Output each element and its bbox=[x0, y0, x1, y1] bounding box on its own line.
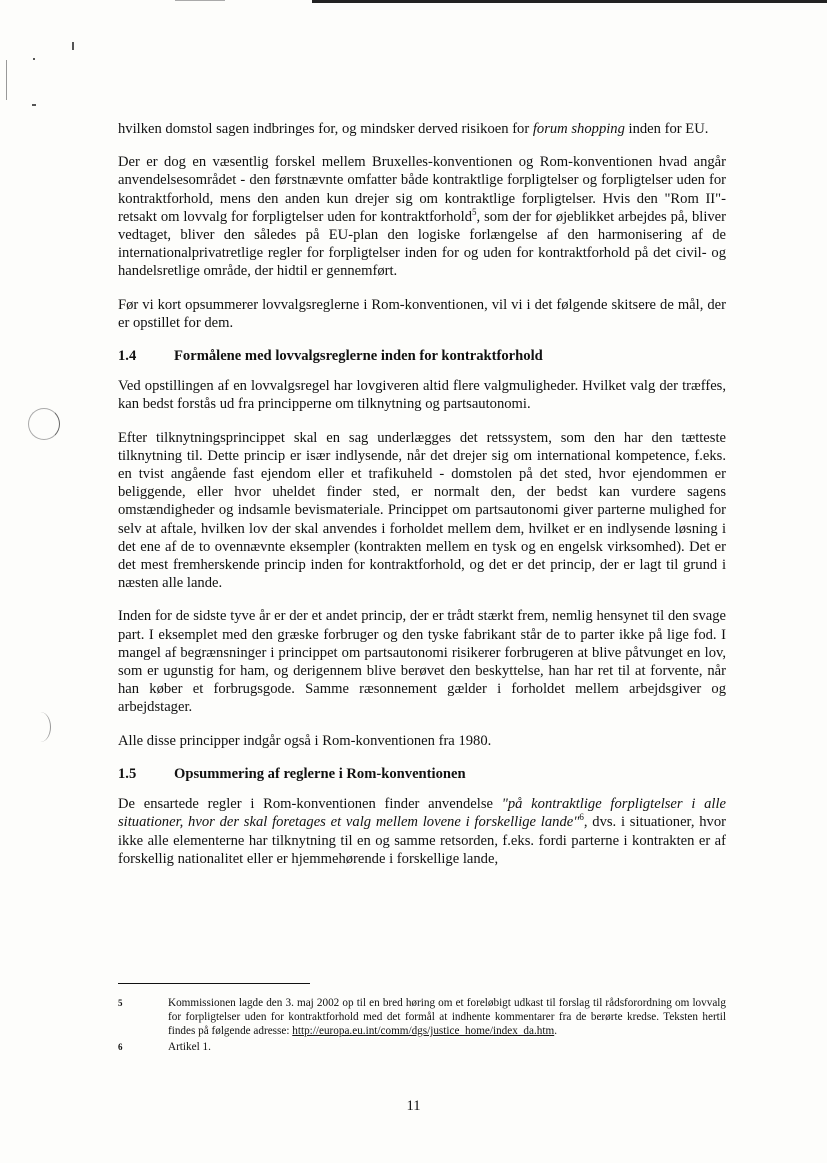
body-text bbox=[118, 120, 726, 883]
scan-top-edge bbox=[312, 0, 827, 3]
footnotes bbox=[118, 996, 726, 1056]
footnote-ref-5[interactable]: 5 bbox=[472, 206, 477, 217]
paragraph-5: Inden for de sidste tyve år er der et andet princip, der er trådt stærkt frem, nemlig hensynet til den svage part. I eksemplet med den græske forbruger og den tyske fabrikant står de to parter ikke på lige fod. I mangel af begrænsninger i princippet om partsautonomi risikerer forbrugeren at blive påtvunget en lov, som er ugunstig for ham, og derigennem blive berøvet den beskyttelse, han har ret til at forvente, når han køber et forbrugsgode. Samme ræsonnement gælder i forholdet mellem arbejdsgiver og arbejdstager. bbox=[118, 608, 726, 716]
footnote-link[interactable]: http://europa.eu.int/comm/dgs/justice_home/index_da.htm bbox=[292, 1025, 555, 1037]
section-title: Opsummering af reglerne i Rom-konventionen bbox=[174, 765, 466, 782]
paragraph-intro bbox=[118, 120, 726, 138]
text-span: inden for EU. bbox=[624, 121, 709, 137]
scan-speck bbox=[72, 42, 74, 50]
page-number: 11 bbox=[406, 1098, 421, 1114]
scan-arc-mark bbox=[30, 712, 51, 742]
footnote-mark: 6 bbox=[118, 1042, 123, 1052]
text-span: . bbox=[554, 1025, 557, 1037]
footnote-mark: 5 bbox=[118, 998, 123, 1008]
paragraph-4: Efter tilknytningsprincippet skal en sag underlægges det retssystem, som den har den tætteste tilknytning til. Dette princip er især indlysende, når det drejer sig om international kompetence, f.eks. en tvist angående fast ejendom eller et trafikuheld - domstolen på det sted, hvor ejendommen er beliggende, eller hvor uheldet finder sted, er normalt den, der bedst kan vurdere sagens omstændigheder og indsamle bevismateriale. Princippet om partsautonomi giver parterne mulighed for selv at aftale, hvilken lov der skal anvendes i forholdet mellem dem, hvilket er en indlysende løsning i det ene af de to ovennævnte eksempler (kontrakten mellem en tysk og en engelsk virksomhed). Det er det mest fremherskende princip inden for kontraktforhold, og det er det princip, der er lagt til grund i næsten alle lande. bbox=[118, 429, 726, 592]
footnote-ref-6[interactable]: 6 bbox=[579, 812, 584, 823]
section-number: 1.4 bbox=[118, 348, 137, 365]
section-heading-1-5 bbox=[118, 765, 726, 783]
paragraph-6: Alle disse principper indgår også i Rom-konventionen fra 1980. bbox=[118, 732, 492, 749]
footnote-5 bbox=[118, 996, 726, 1038]
scan-margin-mark bbox=[6, 60, 7, 100]
text-span: , dvs. i situationer, hvor ikke alle elementerne har tilknytning til en og samme retsorden, f.eks. fordi parterne i kontrakten er af forskellig nationalitet eller er hjemmehørende i forskellige lande, bbox=[118, 814, 726, 867]
scan-speck bbox=[33, 58, 35, 60]
footnote-separator bbox=[118, 983, 310, 984]
footnote-text bbox=[168, 996, 726, 1038]
italic-quote: "på kontraktlige forpligtelser i alle situationer, hvor der skal foretages et valg mellem lovene i forskellige lande" bbox=[118, 796, 726, 831]
text-span: , som der for øjeblikket arbejdes på, bliver vedtaget, bliver den således på EU-plan den logiske forlængelse af den harmonisering af de internationalprivatretlige regler for forpligtelser inden for og uden for kontraktforhold på det civil- og handelsretlige område, der hidtil er gennemført. bbox=[118, 208, 727, 280]
text-span: hvilken domstol sagen indbringes for, og mindsker derved risikoen for bbox=[118, 121, 533, 137]
footnote-6 bbox=[118, 1040, 726, 1054]
text-span: Der er dog en væsentlig forskel mellem Bruxelles-konventionen og Rom-konventionen hvad angår anvendelsesområdet - den førstnævnte omfatter både kontraktlige forpligtelser og forpligtelser uden for kontraktforhold, mens den anden kun drejer sig om kontraktlige forpligtelser. Hvis den "Rom II"-retsakt om lovvalg for forpligtelser uden for kontraktforhold bbox=[118, 154, 726, 225]
paragraph-7 bbox=[118, 795, 726, 868]
section-title: Formålene med lovvalgsreglerne inden for kontraktforhold bbox=[174, 348, 543, 365]
punch-hole-mark bbox=[28, 408, 60, 440]
paragraph-1 bbox=[118, 153, 726, 280]
text-span: Kommissionen lagde den 3. maj 2002 op til en bred høring om et foreløbigt udkast til forslag til rådsforordning om lovvalg for forpligtelser uden for kontraktforhold med det formål at indhente kommentarer fra de berørte kredse. Teksten hertil findes på følgende adresse: bbox=[168, 997, 726, 1037]
section-heading-1-4 bbox=[118, 347, 726, 365]
paragraph-3: Ved opstillingen af en lovvalgsregel har lovgiveren altid flere valgmuligheder. Hvilket valg der træffes, kan bedst forstås ud fra principperne om tilknytning og partsautonomi. bbox=[118, 378, 726, 413]
italic-term: forum shopping bbox=[532, 121, 625, 137]
text-span: De ensartede regler i Rom-konventionen finder anvendelse bbox=[118, 796, 502, 813]
scan-top-edge-faint bbox=[175, 0, 225, 1]
footnote-text: Artikel 1. bbox=[168, 1041, 211, 1053]
paragraph-2: Før vi kort opsummerer lovvalgsreglerne i Rom-konventionen, vil vi i det følgende skitsere de mål, der er opstillet for dem. bbox=[118, 296, 726, 331]
section-number: 1.5 bbox=[118, 765, 137, 782]
scan-speck bbox=[32, 104, 36, 106]
